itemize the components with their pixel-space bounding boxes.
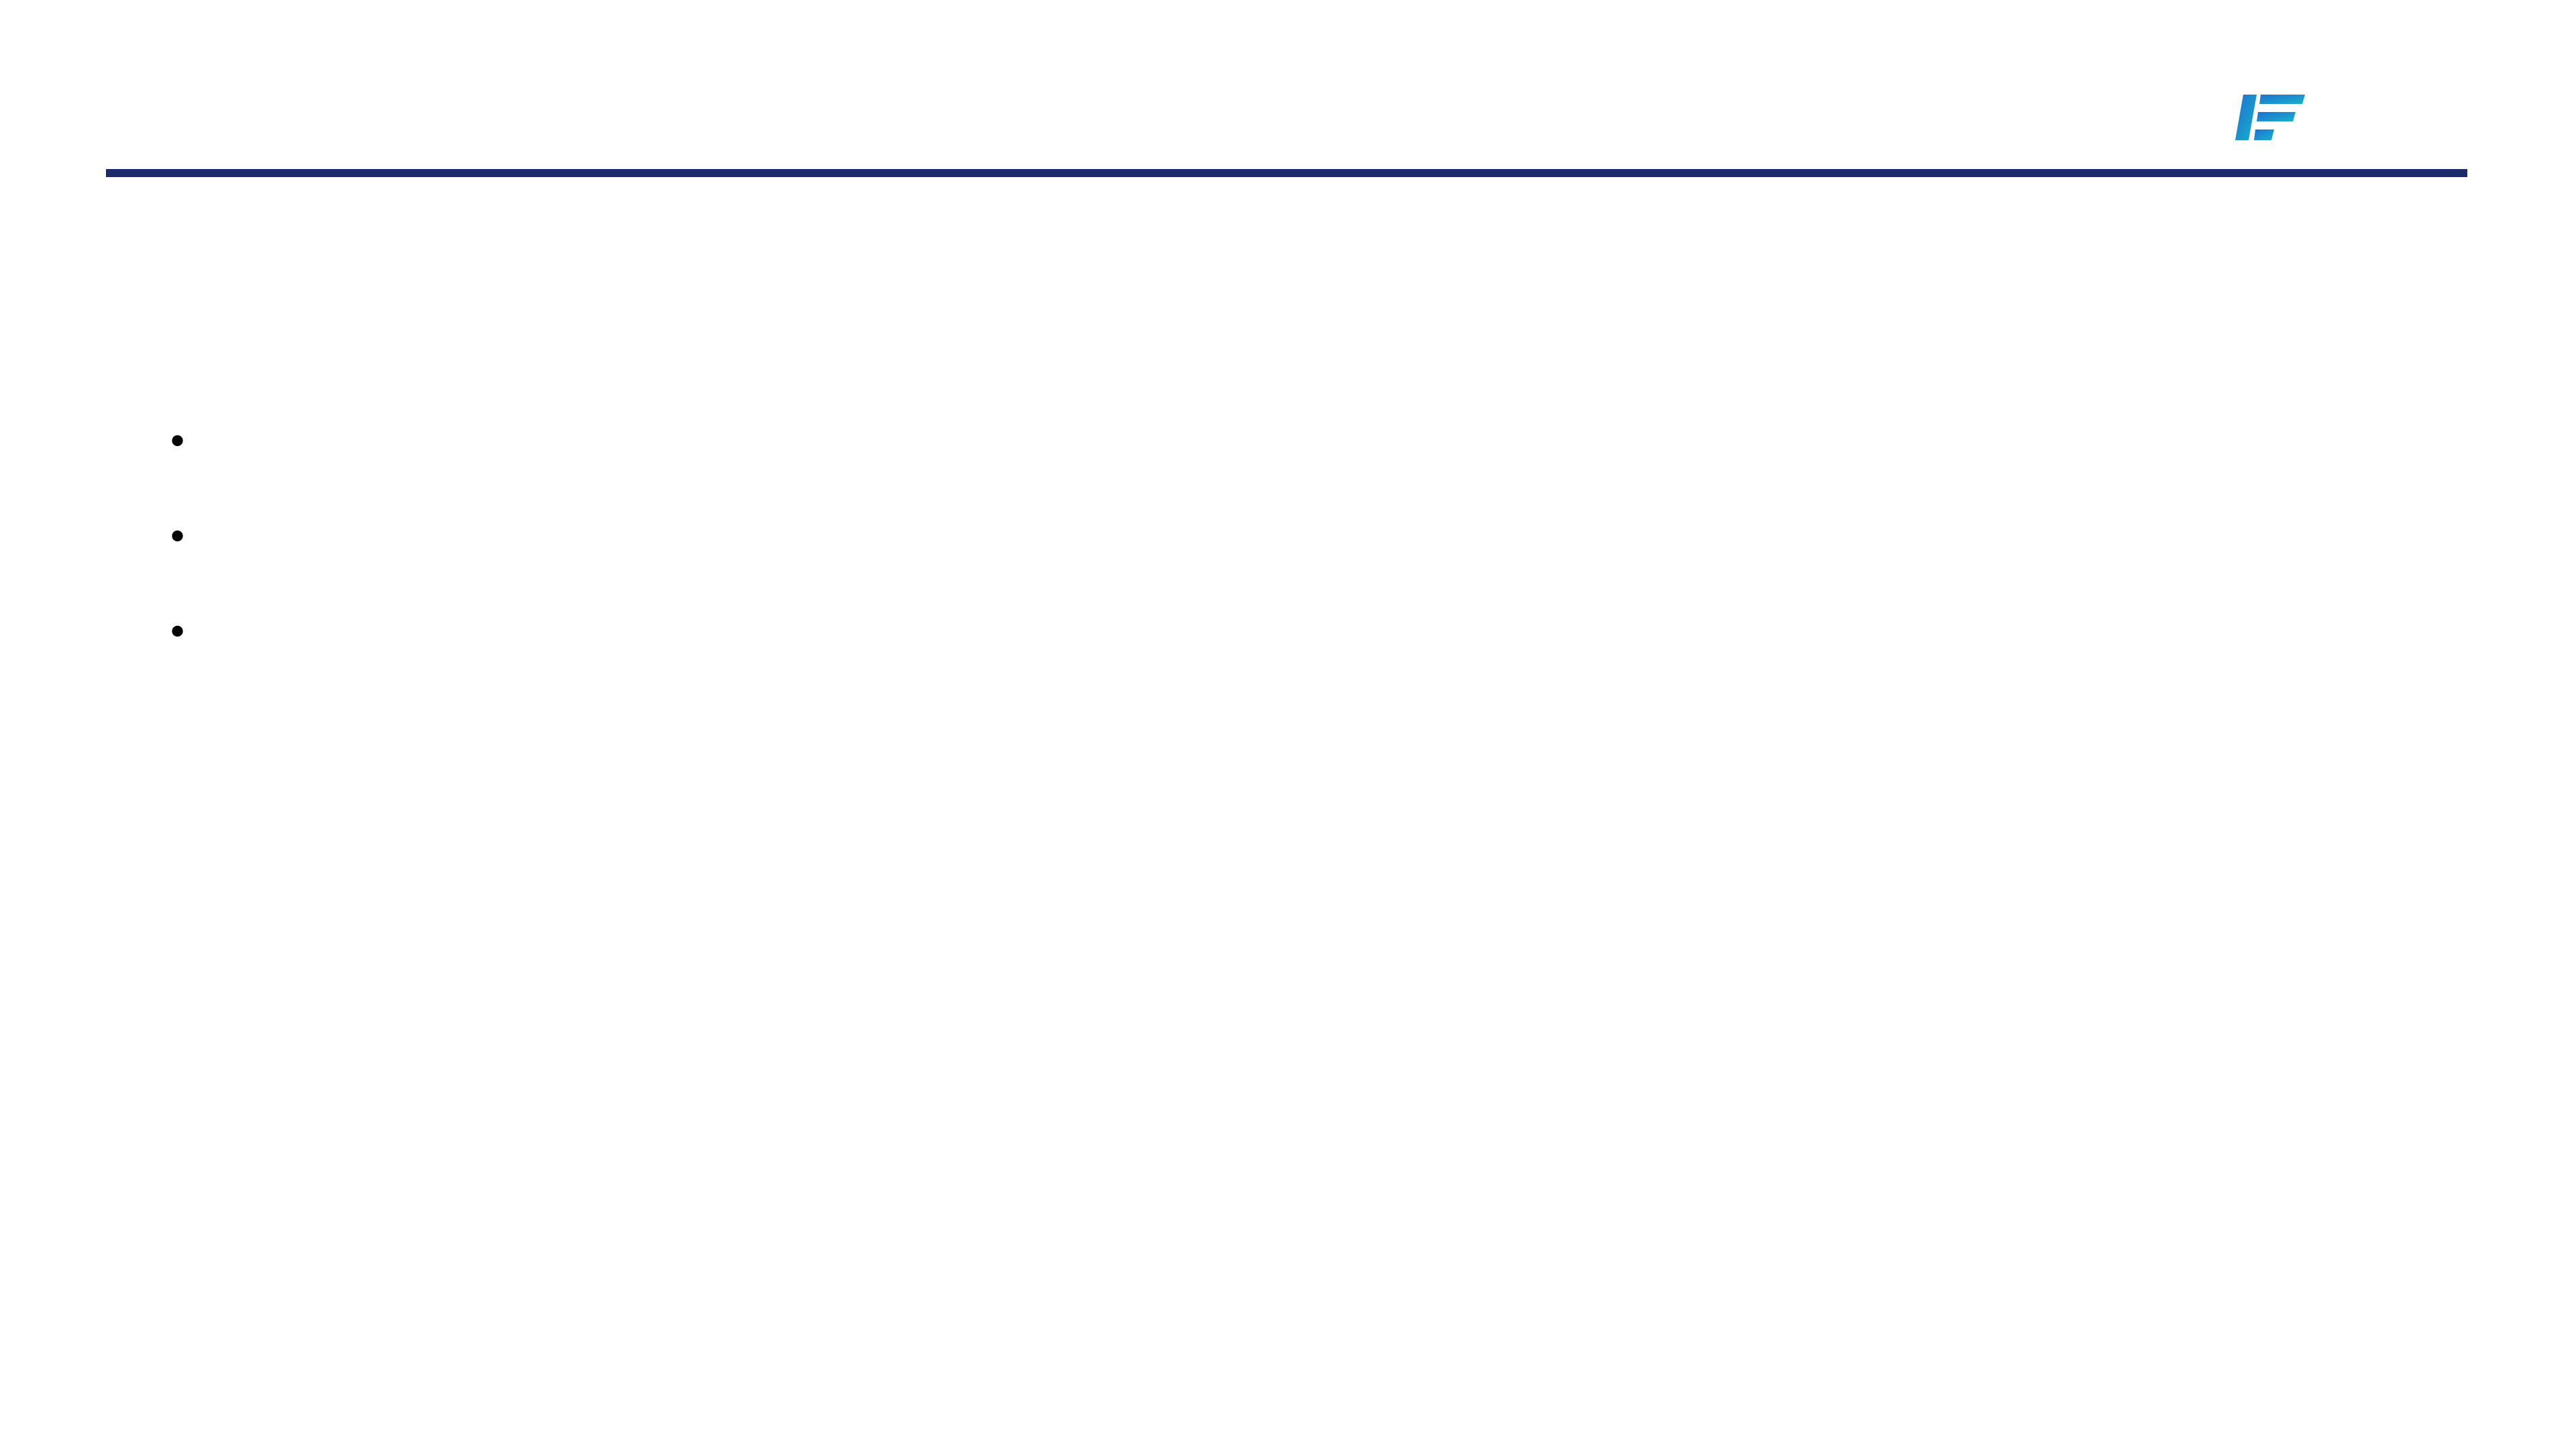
bullet-item: [166, 504, 2367, 572]
bullet-text: [215, 600, 2367, 667]
rollouts-figure: [805, 899, 1811, 1194]
bullet-dot: •: [166, 421, 189, 464]
bullet-dot: •: [166, 611, 189, 655]
bullet-item: [166, 409, 2367, 476]
bullet-text: [215, 504, 2367, 572]
bullet-list: [166, 409, 2367, 695]
fclab-logo: [2234, 84, 2312, 151]
bullet-item: [166, 600, 2367, 667]
bullet-text: [215, 409, 2367, 476]
title-divider: [106, 169, 2467, 177]
fclab-logo-icon: [2234, 91, 2308, 144]
figure-caption: [757, 1234, 1843, 1262]
bullet-dot: •: [166, 516, 189, 559]
